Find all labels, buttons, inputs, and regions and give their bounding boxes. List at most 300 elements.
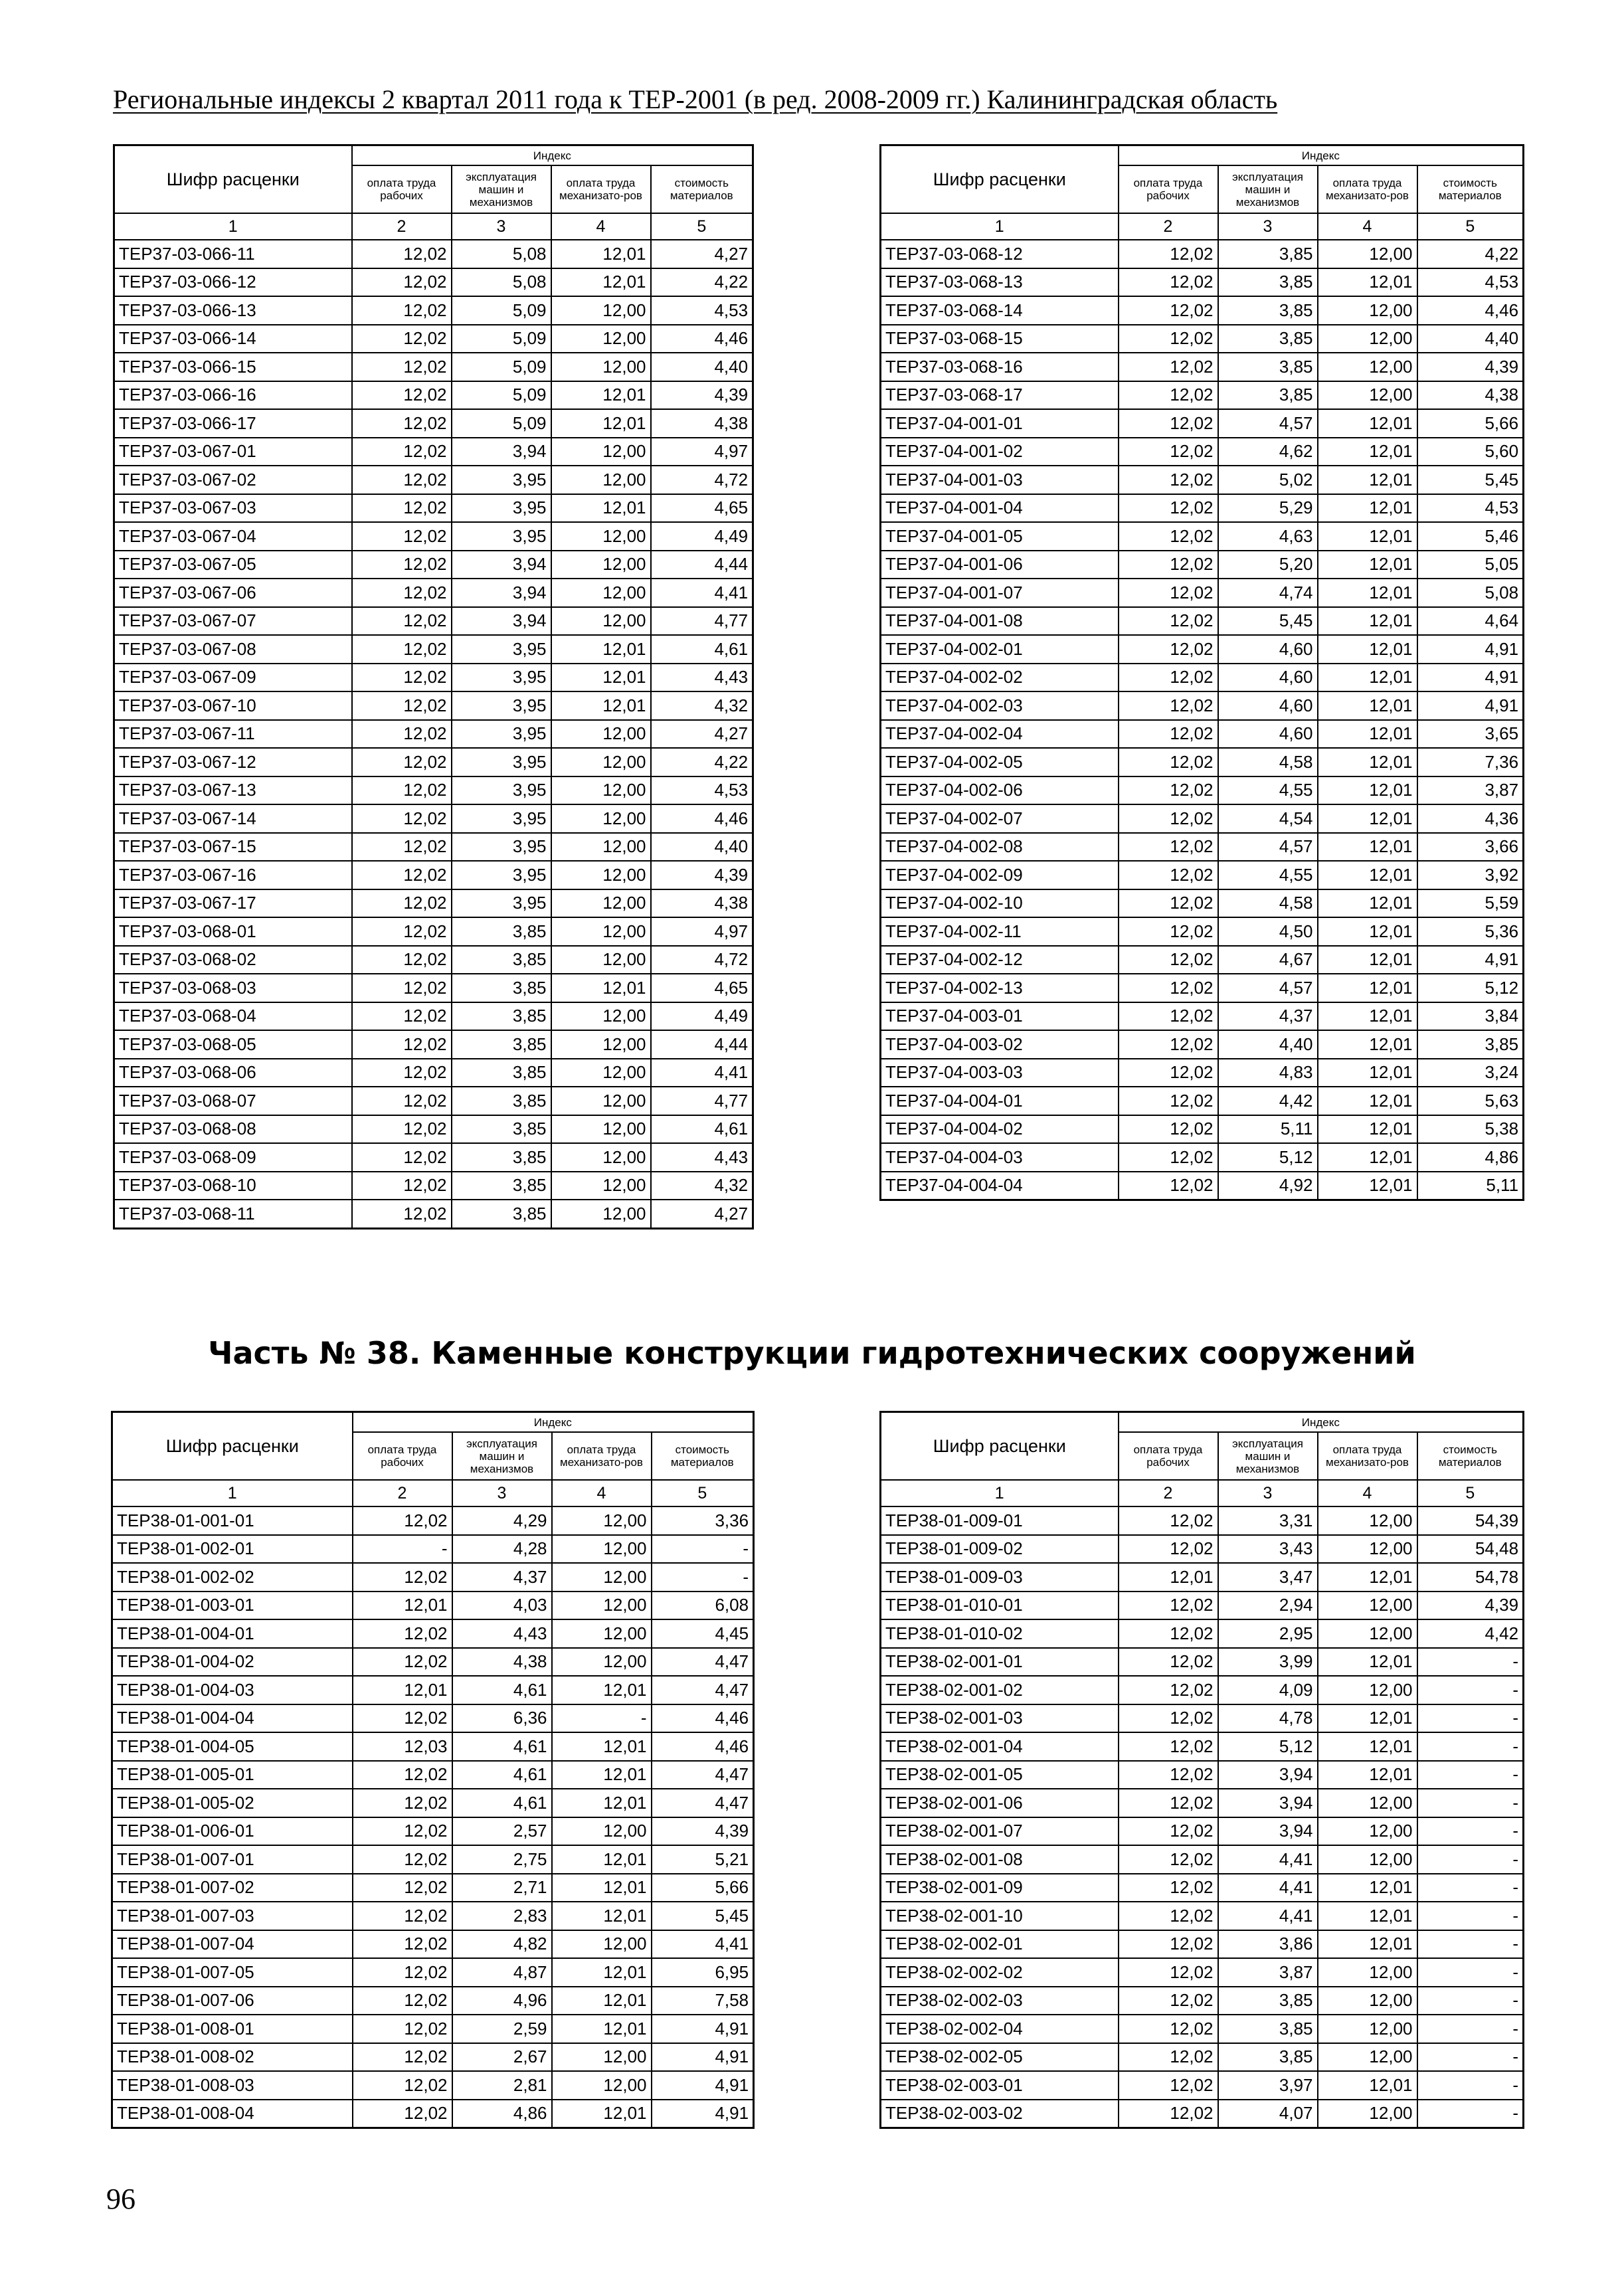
- header-machines: эксплуатация машин и механизмов: [1218, 165, 1318, 213]
- table-row: [881, 1115, 1524, 1144]
- rates-table-3: [111, 1411, 755, 2129]
- index-value-cell: 12,02: [352, 1143, 452, 1172]
- index-value-cell: 12,02: [352, 1115, 452, 1144]
- table-row: [114, 889, 753, 918]
- table-row: [881, 1958, 1524, 1987]
- index-value-cell: 12,02: [1119, 1115, 1218, 1144]
- index-value-cell: 3,85: [452, 1002, 551, 1031]
- index-value-cell: 4,47: [652, 1676, 754, 1704]
- index-value-cell: 12,02: [353, 2015, 452, 2043]
- index-value-cell: 12,01: [551, 974, 651, 1002]
- index-value-cell: 12,00: [1318, 1535, 1417, 1564]
- rate-code-cell: ТЕР37-03-068-04: [114, 1002, 352, 1031]
- index-value-cell: 2,81: [452, 2071, 552, 2100]
- index-value-cell: 4,65: [651, 974, 753, 1002]
- table-row: [114, 1059, 753, 1087]
- index-value-cell: 6,08: [652, 1592, 754, 1620]
- index-value-cell: -: [1417, 1648, 1524, 1677]
- index-value-cell: 12,02: [352, 776, 452, 805]
- rate-code-cell: ТЕР38-01-002-01: [112, 1535, 353, 1564]
- rate-code-cell: ТЕР38-01-008-03: [112, 2071, 353, 2100]
- rate-code-cell: ТЕР37-03-067-03: [114, 494, 352, 523]
- rate-code-cell: ТЕР37-04-001-05: [881, 522, 1119, 551]
- index-value-cell: 4,46: [651, 804, 753, 833]
- index-value-cell: 12,01: [551, 494, 651, 523]
- index-value-cell: -: [1417, 1958, 1524, 1987]
- index-value-cell: 12,01: [551, 268, 651, 297]
- index-value-cell: 12,02: [352, 917, 452, 946]
- index-value-cell: 12,02: [352, 466, 452, 494]
- table-row: [112, 2015, 754, 2043]
- column-number: 1: [114, 213, 352, 240]
- index-value-cell: 5,02: [1218, 466, 1318, 494]
- index-value-cell: 4,97: [651, 917, 753, 946]
- index-value-cell: 3,85: [452, 1087, 551, 1115]
- table-row: [114, 381, 753, 410]
- rate-code-cell: ТЕР37-03-067-14: [114, 804, 352, 833]
- index-value-cell: 12,01: [1318, 1874, 1417, 1902]
- index-value-cell: 12,02: [352, 664, 452, 692]
- table-row: [881, 917, 1524, 946]
- index-value-cell: 3,85: [452, 974, 551, 1002]
- index-value-cell: 3,85: [1218, 240, 1318, 268]
- index-value-cell: 12,01: [1318, 1732, 1417, 1761]
- table-row: [881, 353, 1524, 381]
- table-row: [114, 240, 753, 268]
- table-row: [881, 1002, 1524, 1031]
- index-value-cell: 4,22: [651, 748, 753, 776]
- index-value-cell: 54,39: [1417, 1506, 1524, 1535]
- table-row: [112, 1817, 754, 1846]
- index-value-cell: 3,95: [452, 664, 551, 692]
- rate-code-cell: ТЕР38-02-001-07: [881, 1817, 1119, 1846]
- index-value-cell: 12,01: [353, 1676, 452, 1704]
- table-row: [114, 325, 753, 353]
- header-index: Индекс: [353, 1412, 754, 1433]
- index-value-cell: 12,02: [352, 240, 452, 268]
- table-row: [881, 974, 1524, 1002]
- index-value-cell: 4,72: [651, 946, 753, 974]
- table-row: [881, 1592, 1524, 1620]
- index-value-cell: -: [1417, 1704, 1524, 1733]
- header-mech-labor: оплата труда механизато-ров: [1318, 1432, 1417, 1480]
- index-value-cell: 12,02: [353, 2043, 452, 2072]
- index-value-cell: 12,00: [1318, 1817, 1417, 1846]
- index-value-cell: 12,02: [1119, 240, 1218, 268]
- index-value-cell: 12,02: [1119, 1059, 1218, 1087]
- index-value-cell: 5,46: [1417, 522, 1524, 551]
- rate-code-cell: ТЕР38-01-006-01: [112, 1817, 353, 1846]
- index-value-cell: 12,00: [552, 2071, 652, 2100]
- index-value-cell: 2,71: [452, 1874, 552, 1902]
- index-value-cell: 12,02: [352, 1030, 452, 1059]
- index-value-cell: 3,85: [1218, 1987, 1318, 2015]
- column-number: 4: [551, 213, 651, 240]
- table-row: [112, 1563, 754, 1592]
- index-value-cell: 12,02: [1119, 1002, 1218, 1031]
- index-value-cell: 12,00: [551, 551, 651, 579]
- rate-code-cell: ТЕР37-04-004-03: [881, 1143, 1119, 1172]
- index-value-cell: 12,01: [1318, 2071, 1417, 2100]
- index-value-cell: 5,59: [1417, 889, 1524, 918]
- index-value-cell: 4,43: [452, 1619, 552, 1648]
- header-index: Индекс: [1119, 1412, 1524, 1433]
- rate-code-cell: ТЕР37-03-066-14: [114, 325, 352, 353]
- index-value-cell: 12,00: [1318, 1619, 1417, 1648]
- index-value-cell: 12,02: [1119, 691, 1218, 720]
- index-value-cell: 3,85: [452, 946, 551, 974]
- index-value-cell: 12,02: [1119, 494, 1218, 523]
- index-value-cell: 12,02: [352, 409, 452, 438]
- index-value-cell: 4,39: [1417, 353, 1524, 381]
- rate-code-cell: ТЕР37-03-068-01: [114, 917, 352, 946]
- index-value-cell: 4,72: [651, 466, 753, 494]
- index-value-cell: 12,01: [1318, 1930, 1417, 1959]
- index-value-cell: 12,00: [1318, 325, 1417, 353]
- table-row: [881, 1648, 1524, 1677]
- index-value-cell: 12,01: [1318, 1030, 1417, 1059]
- rates-table-4: [879, 1411, 1524, 2129]
- rate-code-cell: ТЕР38-01-004-01: [112, 1619, 353, 1648]
- index-value-cell: 4,91: [652, 2043, 754, 2072]
- page-title: Региональные индексы 2 квартал 2011 года к ТЕР-2001 (в ред. 2008-2009 гг.) Калининградская область: [113, 84, 1278, 114]
- table-row: [881, 1761, 1524, 1789]
- index-value-cell: 12,01: [1318, 804, 1417, 833]
- rate-code-cell: ТЕР38-01-009-03: [881, 1563, 1119, 1592]
- index-value-cell: 4,07: [1218, 2100, 1318, 2128]
- index-value-cell: 4,39: [651, 381, 753, 410]
- index-value-cell: 12,02: [352, 804, 452, 833]
- index-value-cell: 4,03: [452, 1592, 552, 1620]
- index-value-cell: 4,86: [1417, 1143, 1524, 1172]
- index-value-cell: 12,02: [352, 607, 452, 636]
- index-value-cell: 5,05: [1417, 551, 1524, 579]
- index-value-cell: 12,00: [552, 1648, 652, 1677]
- index-value-cell: 3,99: [1218, 1648, 1318, 1677]
- index-value-cell: 12,00: [551, 748, 651, 776]
- index-value-cell: 7,58: [652, 1987, 754, 2015]
- index-value-cell: 5,12: [1218, 1143, 1318, 1172]
- rate-code-cell: ТЕР37-04-002-05: [881, 748, 1119, 776]
- index-value-cell: 12,02: [1119, 861, 1218, 889]
- index-value-cell: 4,50: [1218, 917, 1318, 946]
- index-value-cell: 12,02: [353, 1930, 452, 1959]
- index-value-cell: 3,85: [452, 1172, 551, 1200]
- index-value-cell: 3,85: [1218, 353, 1318, 381]
- index-value-cell: 12,00: [552, 2043, 652, 2072]
- rate-code-cell: ТЕР38-02-001-04: [881, 1732, 1119, 1761]
- header-code: Шифр расценки: [881, 1412, 1119, 1481]
- index-value-cell: 12,02: [1119, 551, 1218, 579]
- rate-code-cell: ТЕР37-03-067-16: [114, 861, 352, 889]
- header-machines: эксплуатация машин и механизмов: [452, 1432, 552, 1480]
- index-value-cell: 3,85: [452, 1200, 551, 1228]
- table-row: [881, 804, 1524, 833]
- index-value-cell: 12,00: [551, 438, 651, 466]
- column-number: 2: [352, 213, 452, 240]
- index-value-cell: 12,01: [353, 1592, 452, 1620]
- index-value-cell: 4,60: [1218, 691, 1318, 720]
- rate-code-cell: ТЕР37-03-067-05: [114, 551, 352, 579]
- index-value-cell: 5,45: [1218, 607, 1318, 636]
- table-row: [114, 268, 753, 297]
- rate-code-cell: ТЕР38-01-009-02: [881, 1535, 1119, 1564]
- rate-code-cell: ТЕР38-02-001-05: [881, 1761, 1119, 1789]
- index-value-cell: 12,02: [1119, 1648, 1218, 1677]
- index-value-cell: 4,39: [652, 1817, 754, 1846]
- index-value-cell: 12,00: [551, 720, 651, 749]
- table-row: [112, 2071, 754, 2100]
- rate-code-cell: ТЕР37-03-068-02: [114, 946, 352, 974]
- index-value-cell: 12,01: [1318, 917, 1417, 946]
- table-row: [114, 409, 753, 438]
- rate-code-cell: ТЕР38-01-008-02: [112, 2043, 353, 2072]
- index-value-cell: 4,40: [651, 353, 753, 381]
- index-value-cell: 12,00: [1318, 1506, 1417, 1535]
- index-value-cell: 12,02: [352, 1059, 452, 1087]
- index-value-cell: 12,02: [1119, 381, 1218, 410]
- table-row: [881, 1732, 1524, 1761]
- rate-code-cell: ТЕР38-02-002-01: [881, 1930, 1119, 1959]
- header-labor: оплата труда рабочих: [352, 165, 452, 213]
- table-row: [114, 1087, 753, 1115]
- index-value-cell: 3,94: [1218, 1789, 1318, 1817]
- index-value-cell: 4,29: [452, 1506, 552, 1535]
- table-row: [881, 1059, 1524, 1087]
- rate-code-cell: ТЕР38-01-009-01: [881, 1506, 1119, 1535]
- header-machines: эксплуатация машин и механизмов: [452, 165, 551, 213]
- index-value-cell: 12,02: [1119, 1817, 1218, 1846]
- column-number: 1: [112, 1480, 353, 1506]
- index-value-cell: 12,01: [551, 691, 651, 720]
- index-value-cell: 54,48: [1417, 1535, 1524, 1564]
- index-value-cell: 12,02: [1119, 974, 1218, 1002]
- table-row: [881, 2100, 1524, 2128]
- table-row: [881, 1874, 1524, 1902]
- index-value-cell: 3,95: [452, 889, 551, 918]
- index-value-cell: 12,02: [1119, 522, 1218, 551]
- index-value-cell: 4,36: [1417, 804, 1524, 833]
- table-row: [881, 748, 1524, 776]
- rate-code-cell: ТЕР38-02-003-02: [881, 2100, 1119, 2128]
- index-value-cell: 2,95: [1218, 1619, 1318, 1648]
- rate-code-cell: ТЕР38-01-010-02: [881, 1619, 1119, 1648]
- header-index: Индекс: [1119, 145, 1524, 166]
- index-value-cell: 12,00: [552, 1563, 652, 1592]
- index-value-cell: 3,47: [1218, 1563, 1318, 1592]
- index-value-cell: 12,01: [552, 1789, 652, 1817]
- index-value-cell: 12,00: [551, 804, 651, 833]
- table-row: [114, 1143, 753, 1172]
- index-value-cell: 4,46: [652, 1732, 754, 1761]
- index-value-cell: 12,01: [1318, 691, 1417, 720]
- index-value-cell: 12,02: [1119, 2015, 1218, 2043]
- header-materials: стоимость материалов: [651, 165, 753, 213]
- index-value-cell: 12,02: [1119, 1732, 1218, 1761]
- header-materials: стоимость материалов: [652, 1432, 754, 1480]
- index-value-cell: 3,95: [452, 748, 551, 776]
- index-value-cell: 4,47: [652, 1789, 754, 1817]
- table-row: [881, 381, 1524, 410]
- header-mech-labor: оплата труда механизато-ров: [552, 1432, 652, 1480]
- index-value-cell: 12,02: [352, 720, 452, 749]
- index-value-cell: 4,67: [1218, 946, 1318, 974]
- rate-code-cell: ТЕР38-02-002-02: [881, 1958, 1119, 1987]
- index-value-cell: 3,85: [452, 1059, 551, 1087]
- index-value-cell: 4,64: [1417, 607, 1524, 636]
- index-value-cell: 3,85: [1218, 2043, 1318, 2072]
- column-number: 5: [1417, 1480, 1524, 1506]
- index-value-cell: -: [1417, 1930, 1524, 1959]
- index-value-cell: 12,00: [551, 1087, 651, 1115]
- rate-code-cell: ТЕР38-01-004-04: [112, 1704, 353, 1733]
- index-value-cell: 4,91: [652, 2100, 754, 2128]
- index-value-cell: 12,02: [353, 1761, 452, 1789]
- table-row: [881, 1817, 1524, 1846]
- rate-code-cell: ТЕР38-01-003-01: [112, 1592, 353, 1620]
- header-materials: стоимость материалов: [1417, 165, 1524, 213]
- rate-code-cell: ТЕР37-03-068-13: [881, 268, 1119, 297]
- rate-code-cell: ТЕР37-03-067-13: [114, 776, 352, 805]
- index-value-cell: 4,60: [1218, 664, 1318, 692]
- column-number: 4: [552, 1480, 652, 1506]
- table-row: [881, 861, 1524, 889]
- index-value-cell: 4,43: [651, 1143, 753, 1172]
- index-value-cell: 3,85: [452, 1030, 551, 1059]
- table-row: [881, 438, 1524, 466]
- index-value-cell: 3,94: [1218, 1817, 1318, 1846]
- table-row: [881, 2043, 1524, 2072]
- index-value-cell: 12,02: [352, 438, 452, 466]
- index-value-cell: 12,00: [551, 1115, 651, 1144]
- index-value-cell: 5,20: [1218, 551, 1318, 579]
- rate-code-cell: ТЕР37-03-068-09: [114, 1143, 352, 1172]
- index-value-cell: 12,02: [1119, 2043, 1218, 2072]
- rate-code-cell: ТЕР37-04-002-12: [881, 946, 1119, 974]
- index-value-cell: 2,57: [452, 1817, 552, 1846]
- rate-code-cell: ТЕР38-01-001-01: [112, 1506, 353, 1535]
- index-value-cell: 3,85: [1218, 268, 1318, 297]
- index-value-cell: 3,65: [1417, 720, 1524, 749]
- column-number: 4: [1318, 1480, 1417, 1506]
- index-value-cell: 12,02: [1119, 1535, 1218, 1564]
- index-value-cell: 12,02: [353, 1874, 452, 1902]
- table-row: [881, 889, 1524, 918]
- index-value-cell: 12,01: [1318, 889, 1417, 918]
- index-value-cell: 12,02: [1119, 1930, 1218, 1959]
- index-value-cell: 3,85: [1218, 325, 1318, 353]
- index-value-cell: 12,01: [552, 1902, 652, 1930]
- index-value-cell: 4,61: [651, 635, 753, 664]
- index-value-cell: 12,02: [1119, 804, 1218, 833]
- table-row: [112, 1732, 754, 1761]
- index-value-cell: 3,94: [452, 438, 551, 466]
- index-value-cell: 12,01: [1318, 1087, 1417, 1115]
- index-value-cell: 12,01: [551, 381, 651, 410]
- index-value-cell: 12,00: [551, 1030, 651, 1059]
- index-value-cell: -: [1417, 1817, 1524, 1846]
- table-row: [112, 1648, 754, 1677]
- index-value-cell: 5,36: [1417, 917, 1524, 946]
- rate-code-cell: ТЕР37-03-067-07: [114, 607, 352, 636]
- index-value-cell: 3,94: [452, 551, 551, 579]
- table-row: [112, 1506, 754, 1535]
- table-row: [881, 2071, 1524, 2100]
- table-row: [881, 720, 1524, 749]
- table-row: [112, 1761, 754, 1789]
- table-row: [881, 1143, 1524, 1172]
- index-value-cell: 12,01: [1318, 776, 1417, 805]
- index-value-cell: 12,02: [352, 1172, 452, 1200]
- index-value-cell: 3,24: [1417, 1059, 1524, 1087]
- index-value-cell: 12,02: [1119, 438, 1218, 466]
- index-value-cell: -: [1417, 2043, 1524, 2072]
- index-value-cell: 12,01: [1318, 1115, 1417, 1144]
- index-value-cell: 4,42: [1417, 1619, 1524, 1648]
- part-heading: Часть № 38. Каменные конструкции гидротехнических сооружений: [208, 1335, 1416, 1371]
- column-number: 4: [1318, 213, 1417, 240]
- rate-code-cell: ТЕР38-01-007-06: [112, 1987, 353, 2015]
- index-value-cell: 5,08: [1417, 579, 1524, 607]
- index-value-cell: 5,66: [652, 1874, 754, 1902]
- table-row: [114, 664, 753, 692]
- rate-code-cell: ТЕР38-02-001-03: [881, 1704, 1119, 1733]
- index-value-cell: 4,55: [1218, 776, 1318, 805]
- index-value-cell: 12,02: [353, 1704, 452, 1733]
- table-row: [881, 664, 1524, 692]
- column-number: 1: [881, 1480, 1119, 1506]
- rate-code-cell: ТЕР38-01-004-03: [112, 1676, 353, 1704]
- index-value-cell: 2,59: [452, 2015, 552, 2043]
- column-number: 5: [651, 213, 753, 240]
- index-value-cell: 3,97: [1218, 2071, 1318, 2100]
- index-value-cell: 12,02: [353, 2100, 452, 2128]
- index-value-cell: 4,86: [452, 2100, 552, 2128]
- table-row: [881, 1704, 1524, 1733]
- table-row: [881, 1535, 1524, 1564]
- index-value-cell: 12,01: [1318, 438, 1417, 466]
- index-value-cell: -: [1417, 1874, 1524, 1902]
- index-value-cell: 5,12: [1218, 1732, 1318, 1761]
- rates-table-1: [113, 144, 754, 1229]
- index-value-cell: 4,46: [651, 325, 753, 353]
- index-value-cell: 12,02: [1119, 353, 1218, 381]
- index-value-cell: 12,02: [1119, 1030, 1218, 1059]
- table-row: [114, 1030, 753, 1059]
- index-value-cell: 12,02: [1119, 1676, 1218, 1704]
- table-row: [881, 466, 1524, 494]
- index-value-cell: 12,02: [1119, 1619, 1218, 1648]
- rate-code-cell: ТЕР37-03-067-08: [114, 635, 352, 664]
- index-value-cell: 12,00: [1318, 240, 1417, 268]
- index-value-cell: 12,01: [551, 635, 651, 664]
- index-value-cell: 4,61: [651, 1115, 753, 1144]
- index-value-cell: 12,02: [352, 833, 452, 862]
- rate-code-cell: ТЕР38-02-001-10: [881, 1902, 1119, 1930]
- index-value-cell: -: [353, 1535, 452, 1564]
- index-value-cell: -: [1417, 1789, 1524, 1817]
- index-value-cell: 12,01: [1318, 946, 1417, 974]
- index-value-cell: 4,32: [651, 1172, 753, 1200]
- index-value-cell: 12,02: [1119, 1789, 1218, 1817]
- index-value-cell: 3,36: [652, 1506, 754, 1535]
- index-value-cell: 4,91: [1417, 664, 1524, 692]
- index-value-cell: 5,45: [1417, 466, 1524, 494]
- rate-code-cell: ТЕР37-03-068-17: [881, 381, 1119, 410]
- index-value-cell: 4,32: [651, 691, 753, 720]
- table-row: [114, 946, 753, 974]
- table-row: [112, 1704, 754, 1733]
